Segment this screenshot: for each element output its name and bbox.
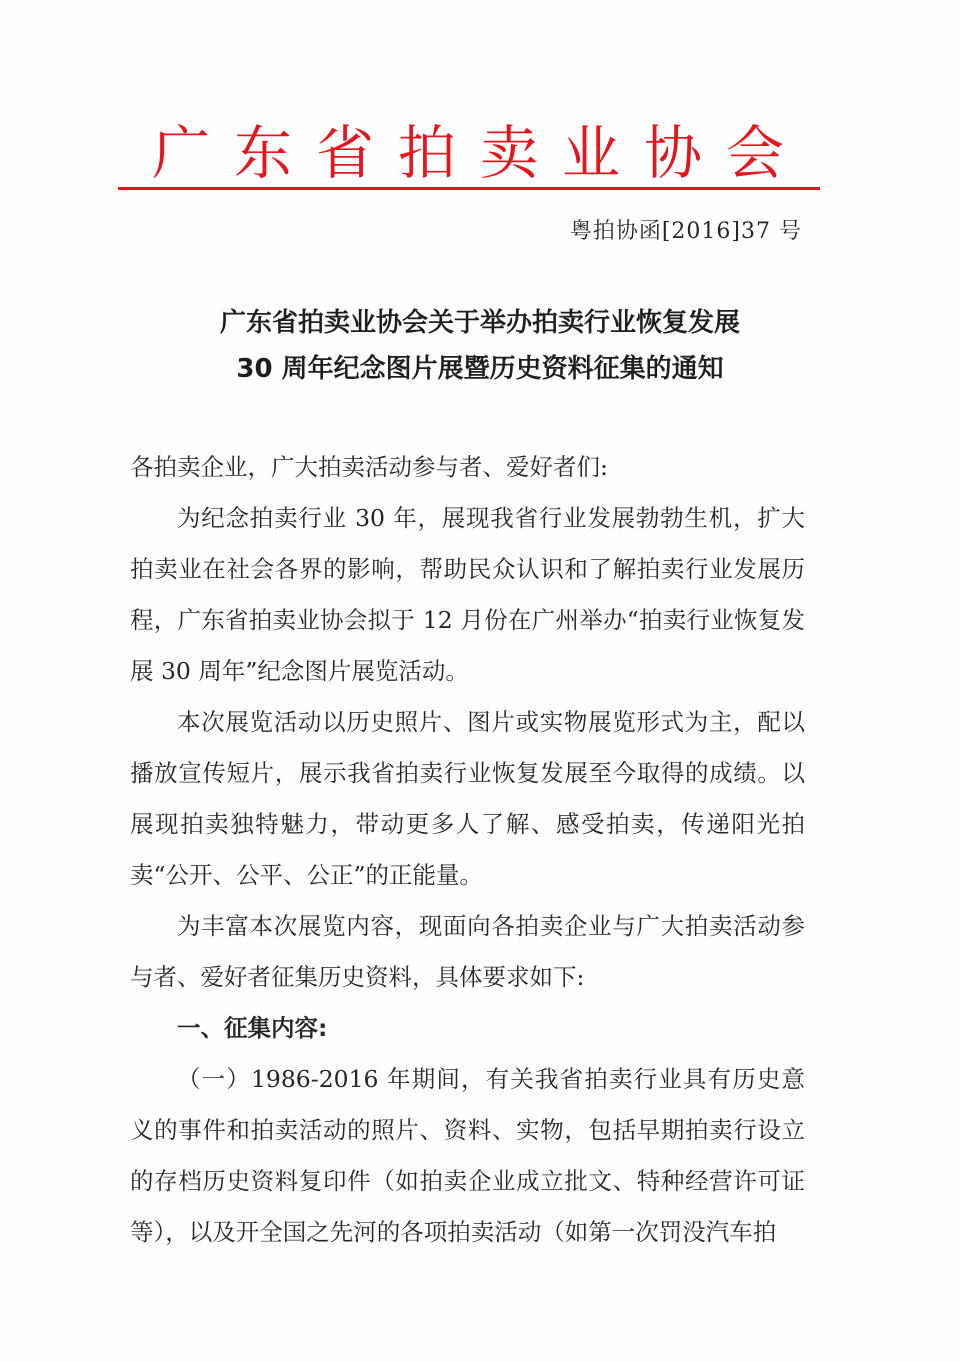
paragraph-purpose: 为纪念拍卖行业 30 年，展现我省行业发展勃勃生机，扩大拍卖业在社会各界的影响，帮助民众认识和了解拍卖行业发展历程，广东省拍卖业协会拟于 12 月份在广州举办“拍卖行业恢复发展 30 周年”纪念图片展览活动。 (130, 504, 805, 685)
document-title-line-1: 广东省拍卖业协会关于举办拍卖行业恢复发展 (219, 308, 740, 338)
document-body (130, 442, 805, 1258)
paragraph-content-item-1: （一）1986-2016 年期间，有关我省拍卖行业具有历史意义的事件和拍卖活动的照片、资料、实物，包括早期拍卖行设立的存档历史资料复印件（如拍卖企业成立批文、特种经营许可证等），以及开全国之先河的各项拍卖活动（如第一次罚没汽车拍 (130, 1065, 805, 1246)
salutation: 各拍卖企业，广大拍卖活动参与者、爱好者们: (130, 453, 608, 481)
paragraph-exhibition: 本次展览活动以历史照片、图片或实物展览形式为主，配以播放宣传短片，展示我省拍卖行业恢复发展至今取得的成绩。以展现拍卖独特魅力，带动更多人了解、感受拍卖，传递阳光拍卖“公开、公平、公正”的正能量。 (130, 708, 805, 889)
letterhead-red-rule (118, 187, 820, 190)
paragraph-collection: 为丰富本次展览内容，现面向各拍卖企业与广大拍卖活动参与者、爱好者征集历史资料，具体要求如下: (130, 912, 805, 991)
section-heading-content: 一、征集内容: (177, 1014, 328, 1042)
document-number: 粤拍协函[2016]37 号 (569, 219, 802, 244)
letterhead-org-name: 广东省拍卖业协会 (151, 119, 808, 187)
document-title-line-2: 30 周年纪念图片展暨历史资料征集的通知 (236, 354, 724, 384)
